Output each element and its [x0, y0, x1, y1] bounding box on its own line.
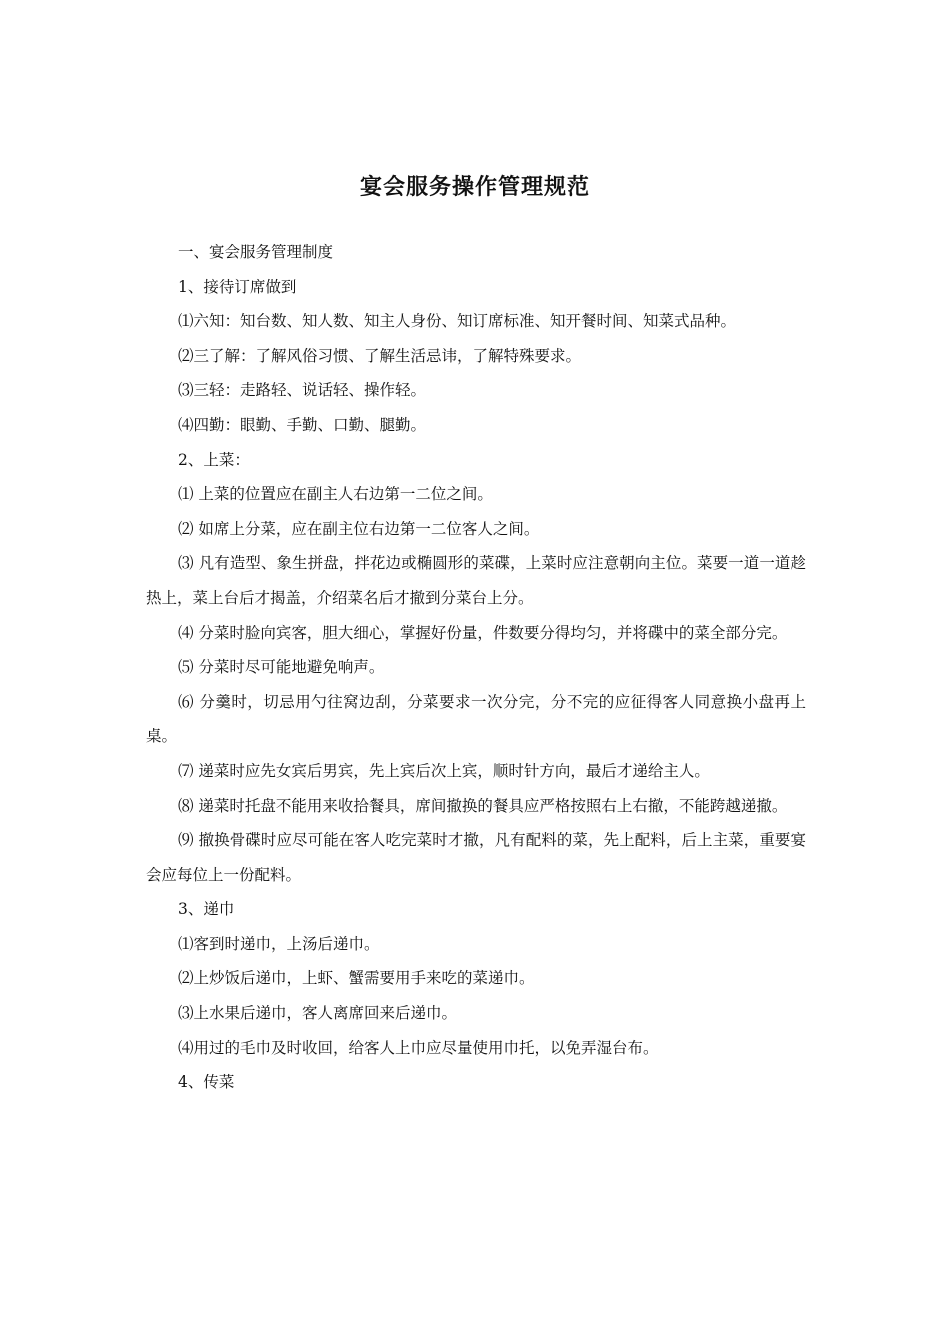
paragraph: ⑴ 上菜的位置应在副主人右边第一二位之间。: [178, 485, 493, 504]
paragraph: ⑵三了解：了解风俗习惯、了解生活忌讳，了解特殊要求。: [178, 346, 582, 365]
paragraph: ⑻ 递菜时托盘不能用来收拾餐具，席间撤换的餐具应严格按照右上右撤，不能跨越递撤。: [178, 796, 788, 815]
paragraph: ⑵上炒饭后递巾，上虾、蟹需要用手来吃的菜递巾。: [178, 969, 535, 988]
subsection-heading: 4、传菜: [178, 1073, 235, 1092]
document-title: 宴会服务操作管理规范: [359, 175, 590, 200]
paragraph: ⑷ 分菜时脸向宾客，胆大细心，掌握好份量，件数要分得均匀，并将碟中的菜全部分完。: [178, 623, 788, 642]
paragraph: ⑹ 分羹时，切忌用勺往窝边刮，分菜要求一次分完，分不完的应征得客人同意换小盘再上桌。: [146, 692, 806, 746]
subsection-heading: 2、上菜：: [178, 450, 250, 469]
paragraph: ⑺ 递菜时应先女宾后男宾，先上宾后次上宾，顺时针方向，最后才递给主人。: [178, 761, 710, 780]
paragraph: ⑶上水果后递巾，客人离席回来后递巾。: [178, 1004, 458, 1023]
paragraph: ⑷用过的毛巾及时收回，给客人上巾应尽量使用巾托，以免弄湿台布。: [178, 1038, 659, 1057]
paragraph: ⑼ 撤换骨碟时应尽可能在客人吃完菜时才撤，凡有配料的菜，先上配料，后上主菜，重要宴会应每位上一份配料。: [146, 831, 806, 884]
paragraph: ⑷四勤：眼勤、手勤、口勤、腿勤。: [178, 415, 427, 434]
paragraph: ⑵ 如席上分菜，应在副主位右边第一二位客人之间。: [178, 519, 540, 538]
document-body: [146, 235, 806, 1100]
subsection-heading: 1、接待订席做到: [178, 277, 297, 296]
paragraph: ⑴客到时递巾，上汤后递巾。: [178, 934, 380, 953]
paragraph: ⑸ 分菜时尽可能地避免响声。: [178, 658, 385, 677]
section-heading: 一、宴会服务管理制度: [178, 243, 334, 261]
subsection-heading: 3、递巾: [178, 900, 235, 919]
paragraph: ⑶三轻：走路轻、说话轻、操作轻。: [178, 381, 427, 400]
paragraph: ⑶ 凡有造型、象生拼盘，拌花边或椭圆形的菜碟，上菜时应注意朝向主位。菜要一道一道趁热上，菜上台后才揭盖，介绍菜名后才撤到分菜台上分。: [146, 554, 806, 607]
paragraph: ⑴六知：知台数、知人数、知主人身份、知订席标准、知开餐时间、知菜式品种。: [178, 312, 737, 331]
